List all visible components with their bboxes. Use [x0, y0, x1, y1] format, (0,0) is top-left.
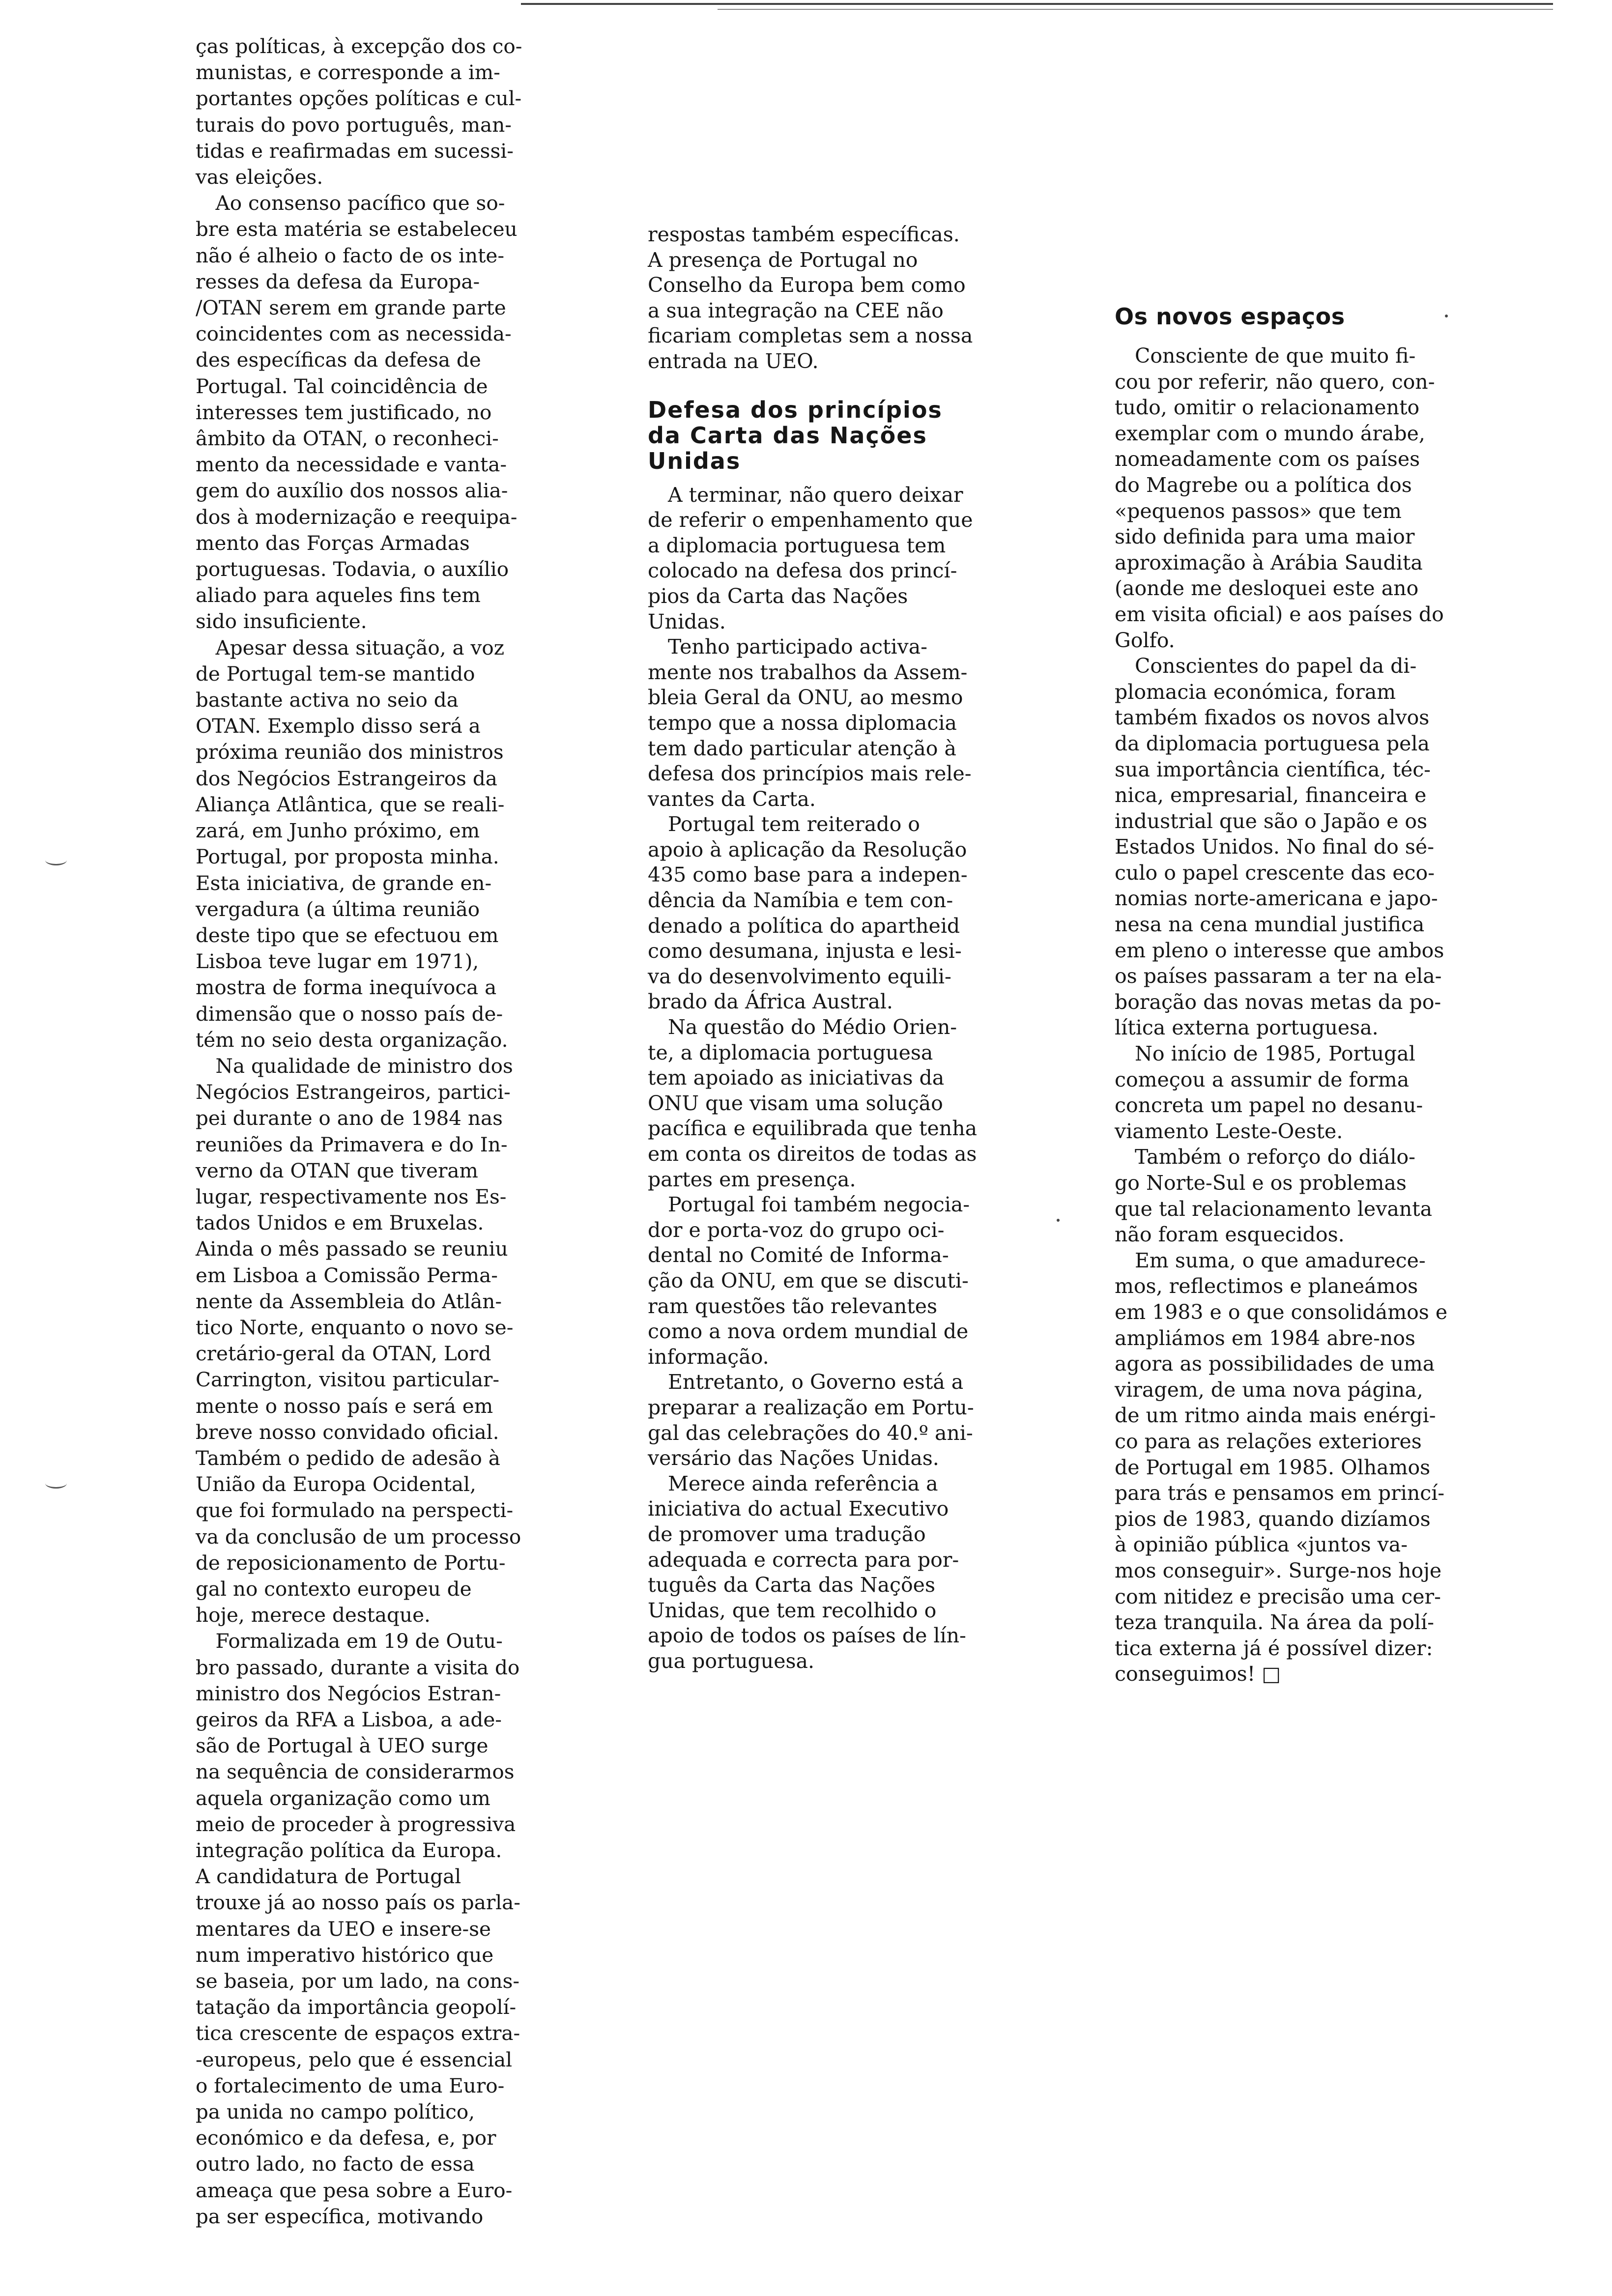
text-line: gem do auxílio dos nossos alia-: [196, 479, 508, 503]
text-line: turais do povo português, man-: [196, 113, 512, 137]
text-line: nesa na cena mundial justifica: [1115, 913, 1425, 937]
column-2-intro-text: [648, 222, 997, 374]
text-line: à opinião pública «juntos va-: [1115, 1533, 1408, 1557]
text-line: a sua integração na CEE não: [648, 298, 944, 322]
text-line: Portugal. Tal coincidência de: [196, 374, 488, 398]
text-line: bre esta matéria se estabeleceu: [196, 217, 518, 241]
text-line: resses da defesa da Europa-: [196, 269, 480, 293]
text-line: Lisboa teve lugar em 1971),: [196, 949, 479, 974]
text-line: aproximação à Arábia Saudita: [1115, 550, 1423, 574]
text-line: pios de 1983, quando dizíamos: [1115, 1507, 1431, 1531]
text-line: (aonde me desloquei este ano: [1115, 576, 1419, 601]
text-line: defesa dos princípios mais rele-: [648, 762, 972, 786]
text-line: mento da necessidade e vanta-: [196, 453, 507, 477]
text-line: dental no Comité de Informa-: [648, 1243, 949, 1267]
text-line: des específicas da defesa de: [196, 348, 481, 372]
text-line: Golfo.: [1115, 628, 1175, 652]
text-line: em Lisboa a Comissão Perma-: [196, 1263, 498, 1287]
text-line: cou por referir, não quero, con-: [1115, 370, 1435, 394]
text-line: nica, empresarial, financeira e: [1115, 783, 1427, 807]
text-line: ameaça que pesa sobre a Euro-: [196, 2178, 513, 2202]
text-line: também fixados os novos alvos: [1115, 706, 1430, 730]
text-line: vas eleições.: [196, 165, 323, 189]
text-line: aquela organização como um: [196, 1786, 490, 1810]
text-line: tatação da importância geopolí-: [196, 1995, 517, 2019]
text-line: Ao consenso pacífico que so-: [196, 191, 505, 215]
text-line: hoje, merece destaque.: [196, 1603, 431, 1627]
text-line: dos Negócios Estrangeiros da: [196, 766, 497, 790]
scan-speck: [1057, 1219, 1060, 1222]
text-line: va do desenvolvimento equili-: [648, 964, 951, 988]
text-line: a diplomacia portuguesa tem: [648, 533, 946, 557]
text-line: aliado para aqueles fins tem: [196, 583, 481, 607]
text-line: da diplomacia portuguesa pela: [1115, 731, 1430, 755]
text-line: ONU que visam uma solução: [648, 1091, 943, 1115]
text-line: são de Portugal à UEO surge: [196, 1734, 489, 1758]
text-line: com nitidez e precisão uma cer-: [1115, 1584, 1441, 1608]
text-line: como desumana, injusta e lesi-: [648, 939, 962, 963]
text-line: gal das celebrações do 40.º ani-: [648, 1421, 973, 1445]
text-line: dência da Namíbia e tem con-: [648, 889, 953, 913]
text-line: tem dado particular atenção à: [648, 736, 956, 760]
text-line: gua portuguesa.: [648, 1649, 814, 1673]
article-column-3: [1115, 304, 1464, 1687]
text-line: trouxe já ao nosso país os parla-: [196, 1891, 520, 1915]
text-line: tica crescente de espaços extra-: [196, 2021, 520, 2045]
text-line: de Portugal tem-se mantido: [196, 661, 475, 686]
text-line: denado a política do apartheid: [648, 914, 960, 938]
text-line: breve nosso convidado oficial.: [196, 1420, 499, 1444]
text-line: A candidatura de Portugal: [196, 1865, 461, 1889]
text-line: te, a diplomacia portuguesa: [648, 1040, 933, 1064]
column-3-text: [1115, 343, 1464, 1687]
text-line: tuguês da Carta das Nações: [648, 1573, 935, 1597]
section-heading-novos-espacos: Os novos espaços: [1115, 303, 1345, 330]
text-line: mos, reflectimos e planeámos: [1115, 1274, 1418, 1298]
text-line: Tenho participado activa-: [648, 635, 928, 659]
text-line: pios da Carta das Nações: [648, 584, 908, 608]
text-line: próxima reunião dos ministros: [196, 740, 504, 764]
text-line: de reposicionamento de Portu-: [196, 1550, 506, 1575]
text-line: OTAN. Exemplo disso será a: [196, 714, 481, 738]
text-line: portantes opções políticas e cul-: [196, 86, 522, 111]
text-line: nomeadamente com os países: [1115, 447, 1420, 471]
text-line: Unidas.: [648, 609, 726, 633]
section-heading-carta: [648, 397, 997, 474]
text-line: meio de proceder à progressiva: [196, 1812, 516, 1836]
text-line: dos à modernização e reequipa-: [196, 505, 518, 529]
text-line: informação.: [648, 1345, 769, 1369]
text-line: gal no contexto europeu de: [196, 1577, 472, 1601]
top-rule: [521, 3, 1553, 5]
text-line: cretário-geral da OTAN, Lord: [196, 1342, 491, 1366]
text-line: Também o reforço do diálo-: [1115, 1145, 1416, 1169]
text-line: tempo que a nossa diplomacia: [648, 711, 957, 735]
text-line: exemplar com o mundo árabe,: [1115, 421, 1425, 445]
text-line: Negócios Estrangeiros, partici-: [196, 1080, 511, 1104]
text-line: se baseia, por um lado, na cons-: [196, 1969, 520, 1993]
text-line: sido insuficiente.: [196, 609, 367, 633]
text-line: num imperativo histórico que: [196, 1943, 494, 1967]
text-line: interesses tem justificado, no: [196, 400, 492, 424]
text-line: ção da ONU, em que se discuti-: [648, 1268, 969, 1292]
text-line: viragem, de uma nova página,: [1115, 1378, 1423, 1402]
text-line: coincidentes com as necessida-: [196, 322, 512, 346]
text-line: respostas também específicas.: [648, 223, 960, 246]
text-line: mostra de forma inequívoca a: [196, 976, 497, 1000]
text-line: de um ritmo ainda mais enérgi-: [1115, 1404, 1436, 1428]
text-line: reuniões da Primavera e do In-: [196, 1132, 508, 1156]
text-line: tica externa já é possível dizer:: [1115, 1636, 1433, 1660]
text-line: tudo, omitir o relacionamento: [1115, 396, 1420, 420]
text-line: Em suma, o que amadurece-: [1115, 1248, 1426, 1272]
text-line: mos conseguir». Surge-nos hoje: [1115, 1558, 1442, 1582]
text-line: que foi formulado na perspecti-: [196, 1498, 514, 1522]
text-line: os países passaram a ter na ela-: [1115, 964, 1442, 988]
text-line: União da Europa Ocidental,: [196, 1472, 476, 1496]
heading-line: da Carta das Nações: [648, 422, 927, 449]
text-line: sua importância científica, téc-: [1115, 757, 1431, 781]
text-line: Portugal tem reiterado o: [648, 812, 920, 836]
text-line: adequada e correcta para por-: [648, 1548, 959, 1572]
text-line: do Magrebe ou a política dos: [1115, 473, 1412, 497]
text-line: como a nova ordem mundial de: [648, 1320, 969, 1344]
text-line: começou a assumir de forma: [1115, 1067, 1410, 1091]
text-line: 435 como base para a indepen-: [648, 863, 968, 887]
text-line: munistas, e corresponde a im-: [196, 60, 500, 85]
column-2-text: [648, 483, 997, 1674]
text-line: Entretanto, o Governo está a: [648, 1370, 964, 1394]
text-line: brado da África Austral.: [648, 990, 893, 1014]
text-line: go Norte-Sul e os problemas: [1115, 1171, 1407, 1195]
text-line: colocado na defesa dos princí-: [648, 559, 957, 583]
text-line: apoio à aplicação da Resolução: [648, 837, 967, 861]
text-line: de promover uma tradução: [648, 1522, 926, 1546]
text-line: mente o nosso país e será em: [196, 1394, 493, 1418]
text-line: lítica externa portuguesa.: [1115, 1016, 1379, 1040]
text-line: em conta os direitos de todas as: [648, 1142, 977, 1166]
text-line: de Portugal em 1985. Olhamos: [1115, 1455, 1431, 1479]
text-line: Também o pedido de adesão à: [196, 1446, 500, 1470]
text-line: Aliança Atlântica, que se reali-: [196, 792, 505, 816]
text-line: Estados Unidos. No final do sé-: [1115, 835, 1435, 859]
heading-line: Defesa dos princípios: [648, 396, 943, 423]
text-line: lugar, respectivamente nos Es-: [196, 1184, 507, 1208]
text-line: não é alheio o facto de os inte-: [196, 243, 505, 267]
text-line: dor e porta-voz do grupo oci-: [648, 1218, 945, 1242]
text-line: para trás e pensamos em princí-: [1115, 1481, 1445, 1505]
text-line: Esta iniciativa, de grande en-: [196, 871, 492, 895]
text-line: portuguesas. Todavia, o auxílio: [196, 557, 509, 581]
text-line: Na questão do Médio Orien-: [648, 1015, 957, 1039]
text-line: industrial que são o Japão e os: [1115, 809, 1428, 833]
text-line: bastante activa no seio da: [196, 688, 459, 712]
text-line: pa ser específica, motivando: [196, 2204, 484, 2228]
text-line: mentares da UEO e insere-se: [196, 1917, 491, 1941]
text-line: bleia Geral da ONU, ao mesmo: [648, 686, 963, 710]
text-line: dimensão que o nosso país de-: [196, 1002, 503, 1026]
text-line: zará, em Junho próximo, em: [196, 819, 480, 843]
text-line: Unidas, que tem recolhido o: [648, 1598, 937, 1622]
text-line: em visita oficial) e aos países do: [1115, 602, 1444, 626]
text-line: plomacia económica, foram: [1115, 680, 1396, 704]
text-line: agora as possibilidades de uma: [1115, 1352, 1435, 1376]
text-line: tados Unidos e em Bruxelas.: [196, 1211, 484, 1235]
text-line: A terminar, não quero deixar: [648, 483, 963, 507]
text-line: o fortalecimento de uma Euro-: [196, 2073, 505, 2097]
text-line: viamento Leste-Oeste.: [1115, 1119, 1343, 1143]
text-line: económico e da defesa, e, por: [196, 2126, 496, 2150]
margin-scan-mark: [45, 1478, 67, 1489]
text-line: preparar a realização em Portu-: [648, 1395, 974, 1419]
text-line: outro lado, no facto de essa: [196, 2152, 475, 2176]
text-line: Carrington, visitou particular-: [196, 1368, 500, 1392]
text-line: ças políticas, à excepção dos co-: [196, 34, 522, 58]
text-line: que tal relacionamento levanta: [1115, 1197, 1433, 1221]
text-line: concreta um papel no desanu-: [1115, 1093, 1423, 1118]
text-line: versário das Nações Unidas.: [648, 1446, 939, 1470]
heading-line: Unidas: [648, 447, 741, 474]
text-line: em 1983 e o que consolidámos e: [1115, 1300, 1448, 1324]
text-line: A presença de Portugal no: [648, 248, 918, 272]
text-line: integração política da Europa.: [196, 1838, 502, 1863]
text-line: boração das novas metas da po-: [1115, 990, 1441, 1014]
text-line: ampliámos em 1984 abre-nos: [1115, 1326, 1415, 1350]
text-line: Na qualidade de ministro dos: [196, 1054, 513, 1078]
text-line: ficariam completas sem a nossa: [648, 324, 973, 348]
text-line: deste tipo que se efectuou em: [196, 923, 499, 947]
text-line: apoio de todos os países de lín-: [648, 1624, 966, 1648]
text-line: tem apoiado as iniciativas da: [648, 1066, 945, 1090]
text-line: mente nos trabalhos da Assem-: [648, 660, 968, 684]
text-line: sido definida para uma maior: [1115, 525, 1415, 549]
text-line: ministro dos Negócios Estran-: [196, 1681, 501, 1705]
text-line: partes em presença.: [648, 1167, 856, 1191]
text-line: /OTAN serem em grande parte: [196, 296, 506, 320]
text-line: tidas e reafirmadas em sucessi-: [196, 139, 514, 163]
top-rule-secondary: [718, 9, 1553, 10]
text-line: Conscientes do papel da di-: [1115, 654, 1417, 678]
article-column-1: [196, 33, 540, 2230]
scan-speck: [1445, 315, 1448, 317]
text-line: vergadura (a última reunião: [196, 897, 480, 921]
text-line: conseguimos! □: [1115, 1662, 1281, 1686]
text-line: Ainda o mês passado se reuniu: [196, 1237, 508, 1261]
text-line: teza tranquila. Na área da polí-: [1115, 1610, 1434, 1635]
text-line: âmbito da OTAN, o reconheci-: [196, 427, 499, 451]
article-column-2: [648, 222, 997, 1674]
text-line: mento das Forças Armadas: [196, 531, 470, 555]
text-line: Apesar dessa situação, a voz: [196, 635, 505, 660]
text-line: Portugal foi também negocia-: [648, 1193, 970, 1217]
text-line: de referir o empenhamento que: [648, 508, 973, 532]
margin-scan-mark: [45, 855, 67, 865]
text-line: pacífica e equilibrada que tenha: [648, 1117, 978, 1141]
text-line: nente da Assembleia do Atlân-: [196, 1289, 502, 1313]
text-line: va da conclusão de um processo: [196, 1524, 521, 1549]
text-line: Portugal, por proposta minha.: [196, 845, 499, 869]
text-line: geiros da RFA a Lisboa, a ade-: [196, 1708, 502, 1731]
text-line: -europeus, pelo que é essencial: [196, 2047, 513, 2071]
text-line: bro passado, durante a visita do: [196, 1655, 520, 1679]
text-line: nomias norte-americana e japo-: [1115, 887, 1438, 911]
text-line: vantes da Carta.: [648, 787, 816, 811]
text-line: pa unida no campo político,: [196, 2100, 475, 2124]
text-line: iniciativa do actual Executivo: [648, 1497, 949, 1521]
text-line: ram questões tão relevantes: [648, 1294, 938, 1318]
text-line: co para as relações exteriores: [1115, 1429, 1422, 1453]
text-line: tém no seio desta organização.: [196, 1028, 508, 1052]
text-line: em pleno o interesse que ambos: [1115, 938, 1444, 962]
text-line: No início de 1985, Portugal: [1115, 1042, 1415, 1066]
text-line: Consciente de que muito fi-: [1115, 344, 1416, 368]
text-line: pei durante o ano de 1984 nas: [196, 1106, 503, 1130]
text-line: tico Norte, enquanto o novo se-: [196, 1315, 514, 1339]
text-line: culo o papel crescente das eco-: [1115, 861, 1435, 885]
text-line: Formalizada em 19 de Outu-: [196, 1629, 503, 1653]
text-line: Merece ainda referência a: [648, 1471, 938, 1495]
text-line: não foram esquecidos.: [1115, 1223, 1345, 1247]
text-line: na sequência de considerarmos: [196, 1760, 515, 1784]
column-1-text: [196, 33, 540, 2230]
text-line: Conselho da Europa bem como: [648, 273, 966, 297]
text-line: entrada na UEO.: [648, 349, 819, 373]
text-line: «pequenos passos» que tem: [1115, 499, 1402, 523]
text-line: verno da OTAN que tiveram: [196, 1158, 478, 1182]
